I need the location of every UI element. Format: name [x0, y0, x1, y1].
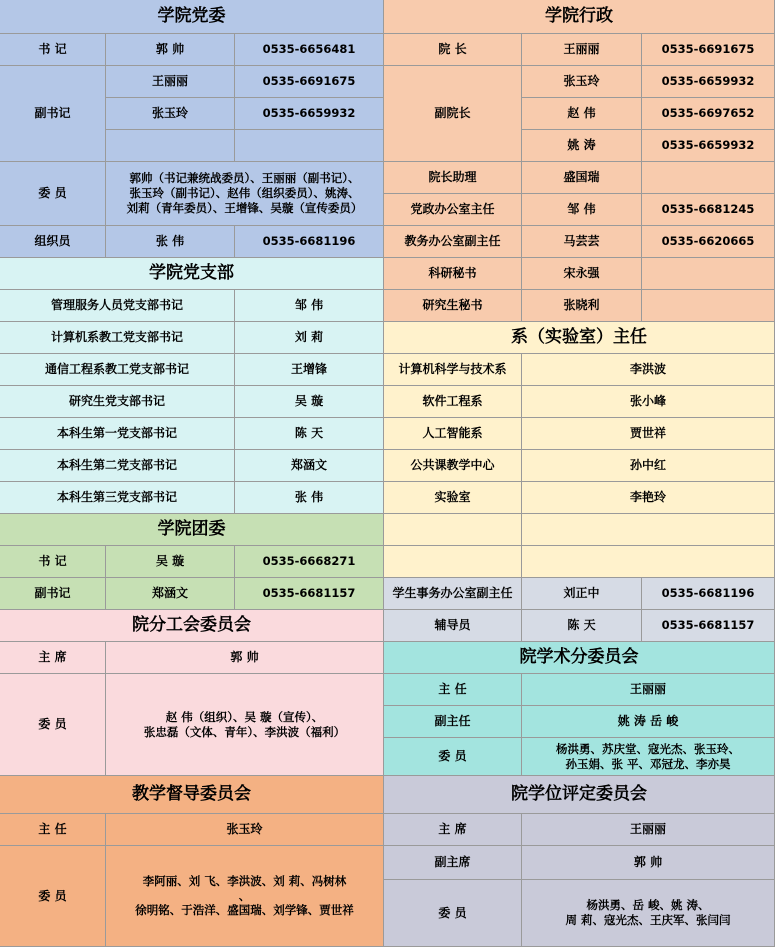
party-organizer-phone: 0535-6681196	[235, 226, 384, 258]
youth-phone: 0535-6668271	[235, 546, 384, 578]
branch-label: 研究生党支部书记	[0, 386, 235, 418]
teaching-chair-label: 主 任	[0, 814, 106, 846]
dept-label: 软件工程系	[384, 386, 522, 418]
degree-members-text: 杨洪勇、岳 峻、姚 涛、 周 莉、寇光杰、王庆军、张闫闫	[522, 880, 775, 947]
teaching-members-label: 委 员	[0, 846, 106, 947]
branch-name: 王增锋	[235, 354, 384, 386]
student-affairs-phone: 0535-6681157	[642, 610, 775, 642]
admin-vice-name: 赵 伟	[522, 98, 642, 130]
youth-phone: 0535-6681157	[235, 578, 384, 610]
admin-row-label: 院长助理	[384, 162, 522, 194]
admin-vice-name: 张玉玲	[522, 66, 642, 98]
dept-label: 实验室	[384, 482, 522, 514]
union-members-text: 赵 伟（组织）、吴 璇（宣传）、 张忠磊（文体、青年）、李洪波（福利）	[106, 674, 384, 776]
admin-dean-phone: 0535-6691675	[642, 34, 775, 66]
dept-label: 人工智能系	[384, 418, 522, 450]
teaching-members-text: 李阿丽、刘 飞、李洪波、刘 莉、冯树林 、 徐明铭、于浩洋、盛国瑞、刘学锋、贾世祥	[106, 846, 384, 947]
admin-title: 学院行政	[384, 0, 775, 34]
admin-row-label: 科研秘书	[384, 258, 522, 290]
branch-label: 本科生第一党支部书记	[0, 418, 235, 450]
branch-label: 计算机系教工党支部书记	[0, 322, 235, 354]
branch-name: 刘 莉	[235, 322, 384, 354]
admin-vice-phone: 0535-6659932	[642, 130, 775, 162]
youth-label: 书 记	[0, 546, 106, 578]
party-branches-title: 学院党支部	[0, 258, 384, 290]
dept-heads-title: 系（实验室）主任	[384, 322, 775, 354]
branch-name: 张 伟	[235, 482, 384, 514]
admin-row-label: 教务办公室副主任	[384, 226, 522, 258]
admin-row-phone	[642, 258, 775, 290]
party-secretary-phone: 0535-6656481	[235, 34, 384, 66]
academic-vice-label: 副主任	[384, 706, 522, 738]
party-organizer-name: 张 伟	[106, 226, 235, 258]
student-affairs-label: 辅导员	[384, 610, 522, 642]
empty-cell	[384, 546, 522, 578]
dept-name: 张小峰	[522, 386, 775, 418]
branch-label: 本科生第二党支部书记	[0, 450, 235, 482]
admin-row-phone: 0535-6620665	[642, 226, 775, 258]
branch-label: 管理服务人员党支部书记	[0, 290, 235, 322]
party-secretary-name: 郭 帅	[106, 34, 235, 66]
dept-label: 计算机科学与技术系	[384, 354, 522, 386]
admin-row-phone	[642, 162, 775, 194]
youth-name: 郑涵文	[106, 578, 235, 610]
student-affairs-name: 陈 天	[522, 610, 642, 642]
party-deputy-phone: 0535-6659932	[235, 98, 384, 130]
empty-cell	[384, 514, 522, 546]
party-secretary-label: 书 记	[0, 34, 106, 66]
party-deputy-label: 副书记	[0, 66, 106, 162]
admin-dean-label: 院 长	[384, 34, 522, 66]
empty-cell	[106, 130, 235, 162]
admin-row-name: 宋永强	[522, 258, 642, 290]
dept-name: 李艳玲	[522, 482, 775, 514]
dept-name: 贾世祥	[522, 418, 775, 450]
party-members-text: 郭帅（书记兼统战委员）、王丽丽（副书记）、 张玉玲（副书记）、赵伟（组织委员）、姚涛、 刘莉（青年委员）、王增锋、吴璇（宣传委员）	[106, 162, 384, 226]
admin-row-name: 张晓利	[522, 290, 642, 322]
party-deputy-name: 王丽丽	[106, 66, 235, 98]
party-committee-title: 学院党委	[0, 0, 384, 34]
teaching-title: 教学督导委员会	[0, 776, 384, 814]
branch-name: 吴 璇	[235, 386, 384, 418]
youth-league-title: 学院团委	[0, 514, 384, 546]
empty-cell	[522, 546, 775, 578]
dept-name: 李洪波	[522, 354, 775, 386]
admin-row-name: 盛国瑞	[522, 162, 642, 194]
party-deputy-name: 张玉玲	[106, 98, 235, 130]
degree-vice-name: 郭 帅	[522, 846, 775, 880]
academic-vice-name: 姚 涛 岳 峻	[522, 706, 775, 738]
party-deputy-phone: 0535-6691675	[235, 66, 384, 98]
union-title: 院分工会委员会	[0, 610, 384, 642]
admin-row-phone	[642, 290, 775, 322]
degree-chair-name: 王丽丽	[522, 814, 775, 846]
empty-cell	[235, 130, 384, 162]
union-chair-label: 主 席	[0, 642, 106, 674]
admin-vice-label: 副院长	[384, 66, 522, 162]
admin-row-name: 马芸芸	[522, 226, 642, 258]
youth-label: 副书记	[0, 578, 106, 610]
party-members-label: 委 员	[0, 162, 106, 226]
branch-label: 通信工程系教工党支部书记	[0, 354, 235, 386]
admin-row-label: 党政办公室主任	[384, 194, 522, 226]
academic-committee-title: 院学术分委员会	[384, 642, 775, 674]
teaching-chair-name: 张玉玲	[106, 814, 384, 846]
admin-row-phone: 0535-6681245	[642, 194, 775, 226]
academic-members-label: 委 员	[384, 738, 522, 776]
student-affairs-label: 学生事务办公室副主任	[384, 578, 522, 610]
dept-name: 孙中红	[522, 450, 775, 482]
admin-vice-phone: 0535-6659932	[642, 66, 775, 98]
branch-name: 邹 伟	[235, 290, 384, 322]
student-affairs-phone: 0535-6681196	[642, 578, 775, 610]
union-members-label: 委 员	[0, 674, 106, 776]
degree-chair-label: 主 席	[384, 814, 522, 846]
degree-members-label: 委 员	[384, 880, 522, 947]
academic-chair-label: 主 任	[384, 674, 522, 706]
admin-vice-phone: 0535-6697652	[642, 98, 775, 130]
branch-name: 郑涵文	[235, 450, 384, 482]
branch-label: 本科生第三党支部书记	[0, 482, 235, 514]
party-organizer-label: 组织员	[0, 226, 106, 258]
dept-label: 公共课教学中心	[384, 450, 522, 482]
academic-chair-name: 王丽丽	[522, 674, 775, 706]
academic-members-text: 杨洪勇、苏庆堂、寇光杰、张玉玲、 孙玉娟、张 平、邓冠龙、李亦昊	[522, 738, 775, 776]
admin-vice-name: 姚 涛	[522, 130, 642, 162]
branch-name: 陈 天	[235, 418, 384, 450]
degree-committee-title: 院学位评定委员会	[384, 776, 775, 814]
admin-row-label: 研究生秘书	[384, 290, 522, 322]
student-affairs-name: 刘正中	[522, 578, 642, 610]
union-chair-name: 郭 帅	[106, 642, 384, 674]
empty-cell	[522, 514, 775, 546]
degree-vice-label: 副主席	[384, 846, 522, 880]
admin-dean-name: 王丽丽	[522, 34, 642, 66]
youth-name: 吴 璇	[106, 546, 235, 578]
admin-row-name: 邹 伟	[522, 194, 642, 226]
